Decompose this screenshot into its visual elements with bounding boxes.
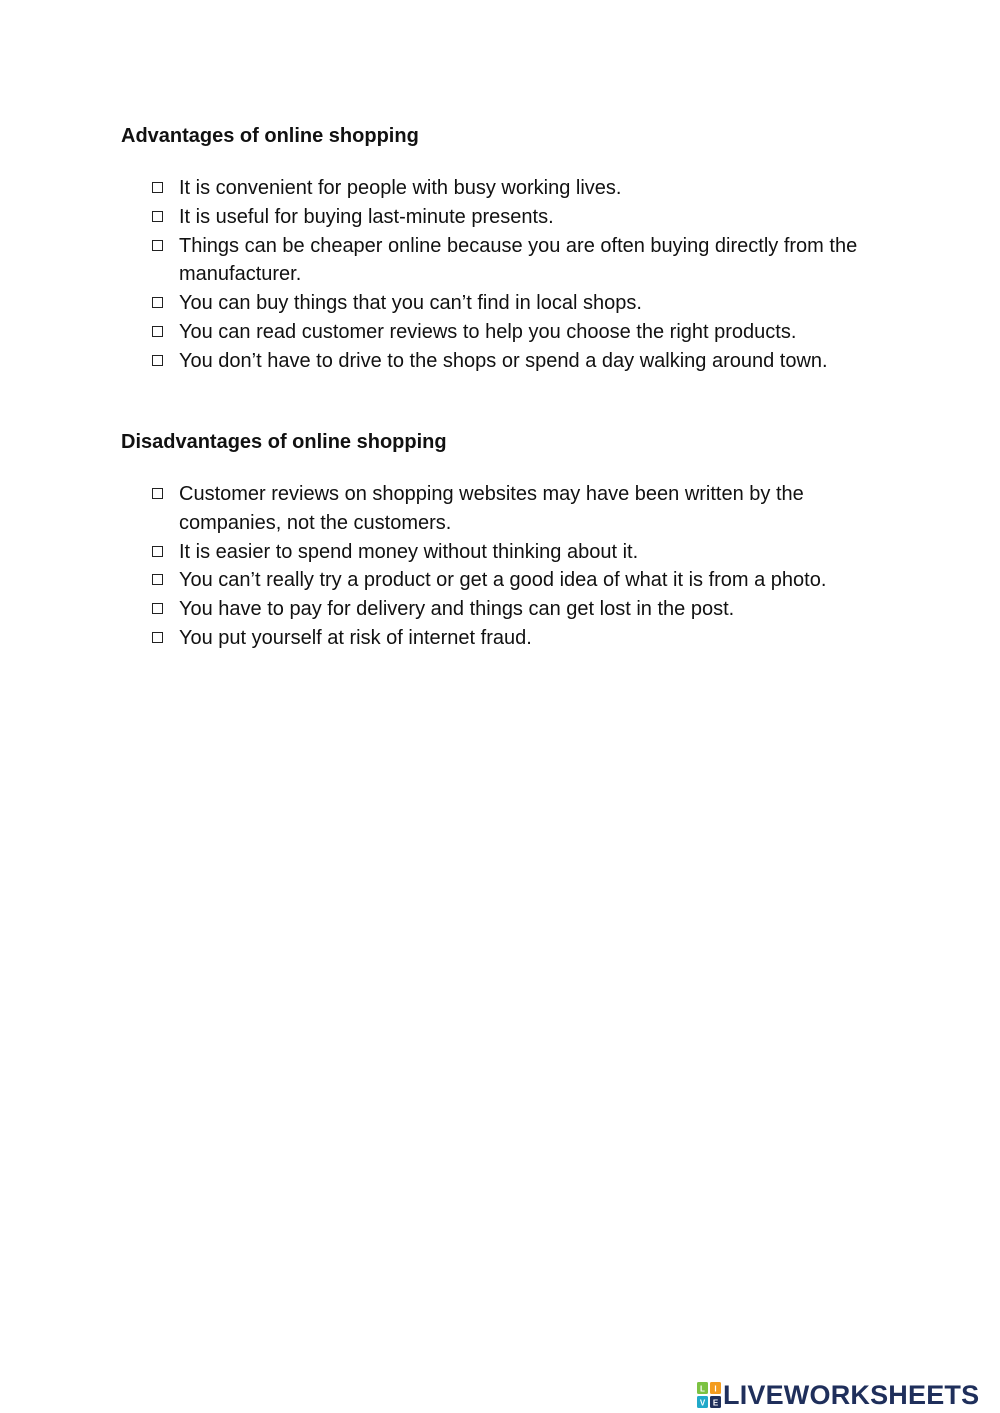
disadvantage-item-text: It is easier to spend money without thinking about it. — [179, 540, 639, 563]
checkbox-icon[interactable] — [152, 355, 163, 366]
disadvantage-item-text: You can’t really try a product or get a good idea of what it is from a photo. — [179, 569, 827, 592]
checkbox-icon[interactable] — [152, 240, 163, 251]
disadvantage-item-text: You have to pay for delivery and things can get lost in the post. — [179, 598, 735, 621]
advantage-item-text: It is convenient for people with busy working lives. — [179, 177, 622, 199]
disadvantage-item — [152, 566, 891, 595]
advantages-list — [121, 174, 891, 376]
liveworksheets-mark-icon — [697, 1382, 721, 1408]
advantage-item-text: You can read customer reviews to help you choose the right products. — [179, 320, 797, 343]
advantage-item — [152, 203, 891, 232]
checkbox-icon[interactable] — [152, 632, 163, 643]
checkbox-icon[interactable] — [152, 326, 163, 337]
advantage-item-text: You can buy things that you can’t find in local shops. — [179, 292, 642, 315]
disadvantages-heading: Disadvantages of online shopping — [121, 431, 447, 453]
disadvantages-list — [121, 480, 891, 653]
checkbox-icon[interactable] — [152, 603, 163, 614]
disadvantage-item — [152, 624, 891, 653]
advantage-item-text: Things can be cheaper online because you are often buying directly from the manufacturer. — [179, 234, 858, 286]
checkbox-icon[interactable] — [152, 574, 163, 585]
advantage-item — [152, 232, 891, 290]
liveworksheets-logo[interactable] — [697, 1380, 979, 1410]
advantage-item — [152, 289, 891, 318]
checkbox-icon[interactable] — [152, 211, 163, 222]
svg-text:E: E — [712, 1398, 719, 1408]
advantage-item-text: You don’t have to drive to the shops or spend a day walking around town. — [179, 349, 828, 372]
advantage-item-text: It is useful for buying last-minute presents. — [179, 205, 554, 228]
disadvantage-item-text: You put yourself at risk of internet fraud. — [179, 626, 532, 649]
checkbox-icon[interactable] — [152, 546, 163, 557]
svg-text:I: I — [714, 1384, 717, 1394]
liveworksheets-logo-text: LIVEWORKSHEETS — [723, 1380, 980, 1410]
svg-text:L: L — [700, 1384, 705, 1394]
disadvantage-item-text: Customer reviews on shopping websites may have been written by the companies, not the customers. — [179, 483, 804, 534]
disadvantage-item — [152, 480, 891, 538]
advantage-item — [152, 318, 891, 347]
disadvantages-section — [121, 428, 891, 653]
checkbox-icon[interactable] — [152, 488, 163, 499]
checkbox-icon[interactable] — [152, 182, 163, 193]
advantages-heading: Advantages of online shopping — [121, 125, 419, 147]
disadvantage-item — [152, 538, 891, 567]
checkbox-icon[interactable] — [152, 297, 163, 308]
advantage-item — [152, 347, 891, 376]
svg-text:V: V — [699, 1398, 706, 1408]
advantages-section — [121, 122, 891, 376]
advantage-item — [152, 174, 891, 203]
disadvantage-item — [152, 595, 891, 624]
